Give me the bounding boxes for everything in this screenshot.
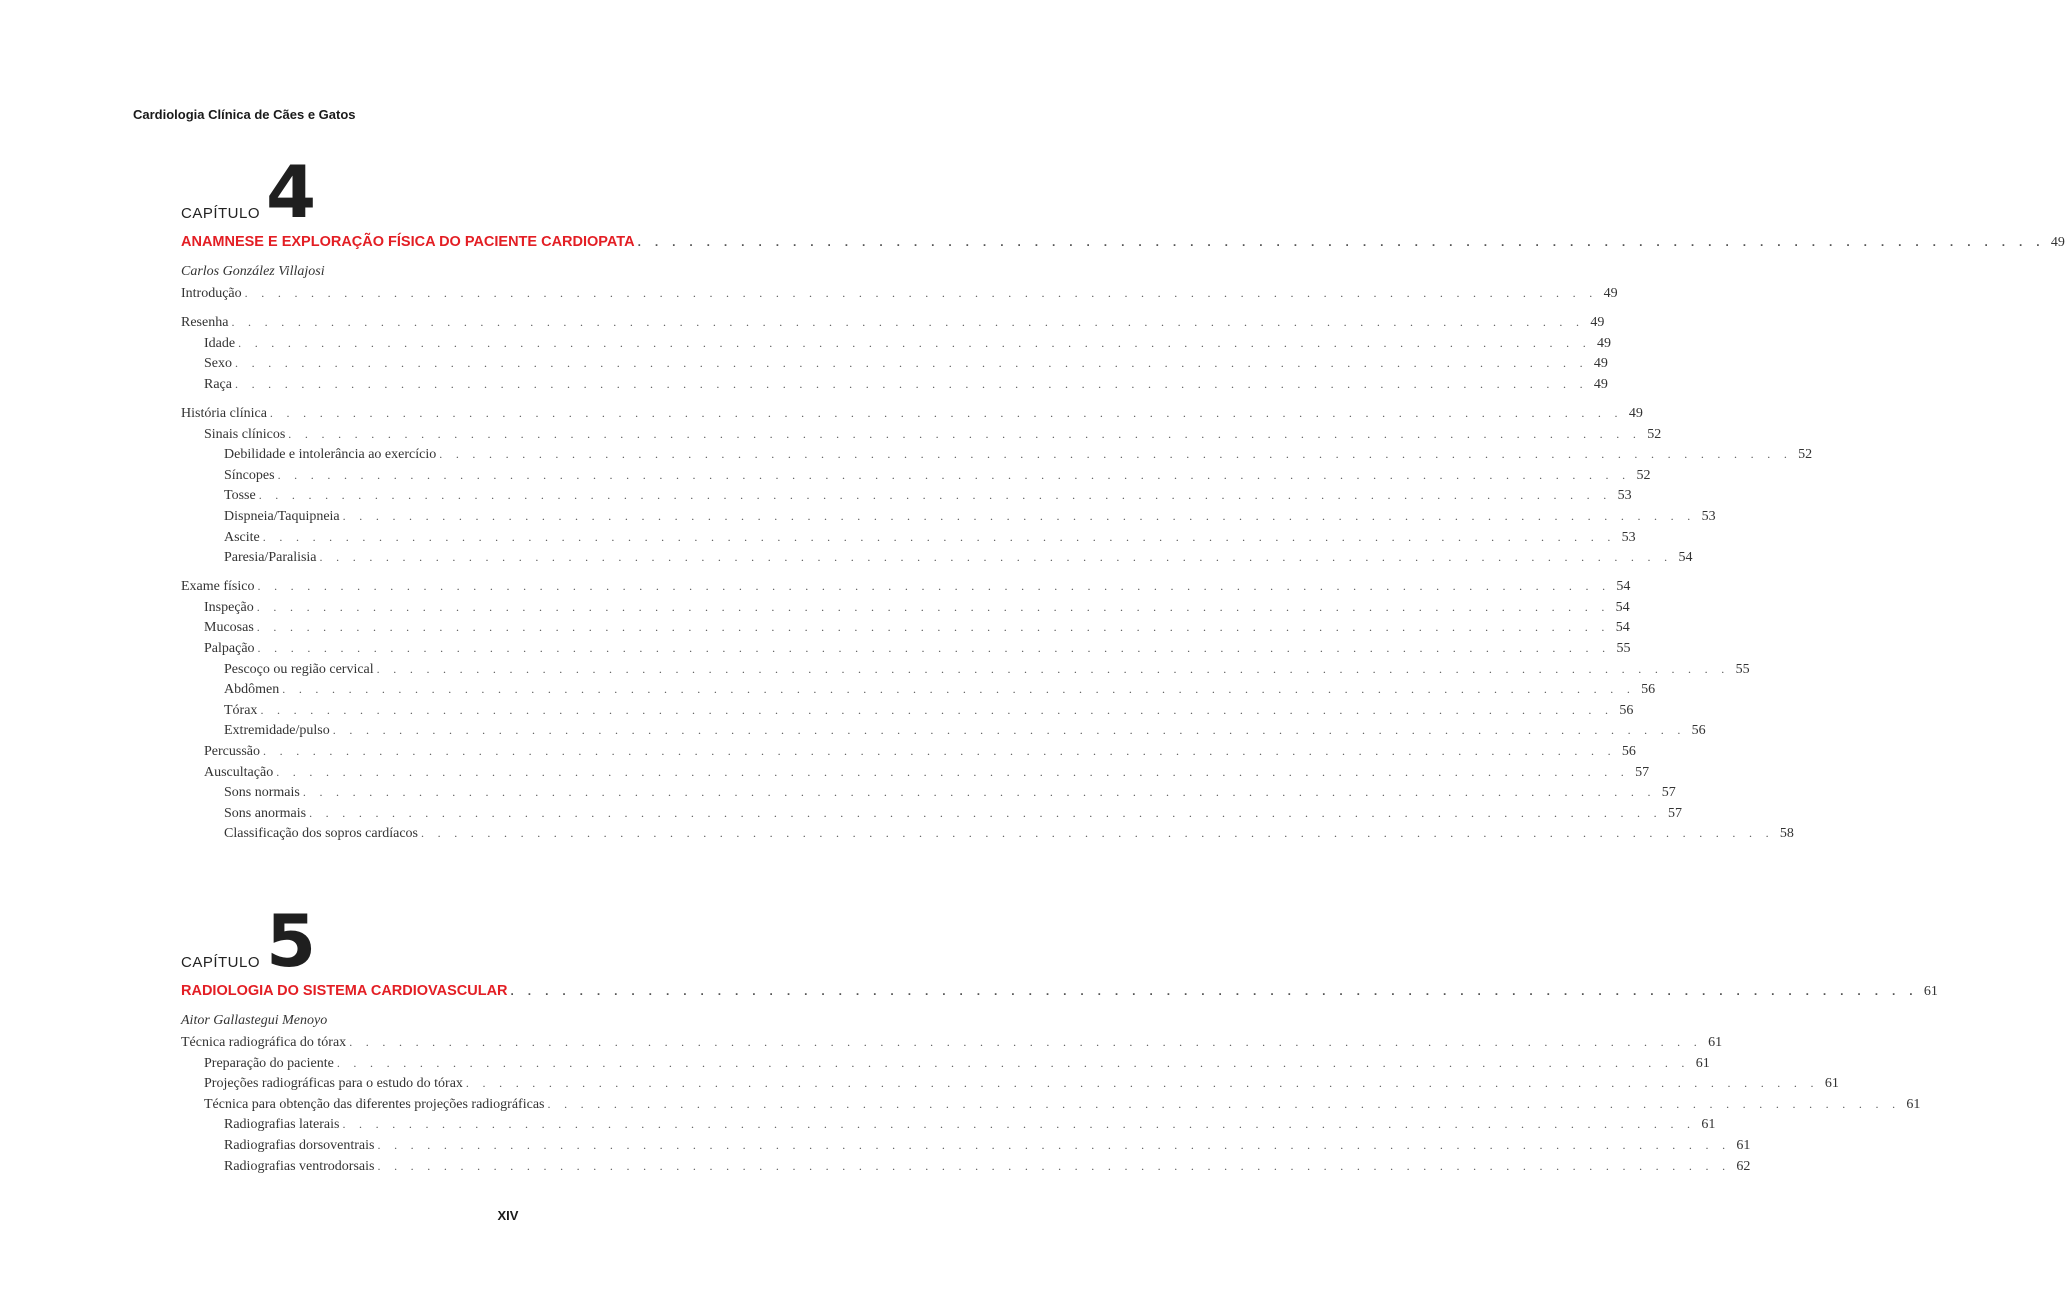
entry-label: Palpação (204, 641, 255, 656)
entry-label: Inspeção (204, 599, 254, 615)
chapter-heading (181, 899, 835, 983)
entry-label: Debilidade e intolerância ao exercício (224, 447, 437, 463)
toc-entry[interactable] (181, 682, 1656, 703)
page-number: 52 (1798, 447, 1813, 463)
page-number: 61 (1824, 1076, 1839, 1092)
toc-entry[interactable] (181, 467, 1651, 489)
entry-label: Preparação do paciente (204, 1055, 334, 1071)
entry-label: Síncopes (224, 467, 275, 483)
page-number: 49 (1597, 335, 1611, 351)
page-number: 55 (1735, 661, 1750, 677)
leader-dots: . . . . . . . . . . . . . . . . . . . . . . . . . . . . . . . . . . . . . . . . . . . . . . . . . . . . . . . . . . . . . . . . . . . . . . . . . . . . . . . . . . (319, 550, 1673, 565)
page-number: 53 (1701, 508, 1716, 524)
entry-label: Sons normais (224, 785, 300, 801)
leader-dots: . . . . . . . . . . . . . . . . . . . . . . . . . . . . . . . . . . . . . . . . . . . . . . . . . . . . . . . . . . . . . . . . . . . . . . . . . . . . . . . . . . (234, 376, 1588, 391)
entry-label: História clínica (181, 405, 267, 421)
entry-label: Pescoço ou região cervical (224, 661, 374, 677)
chapter-title: ANAMNESE E EXPLORAÇÃO FÍSICA DO PACIENTE CARDIOPATA (181, 234, 635, 250)
toc-entry[interactable] (181, 723, 1706, 744)
page-folio: XIV (497, 1208, 519, 1223)
leader-dots: . . . . . . . . . . . . . . . . . . . . . . . . . . . . . . . . . . . . . . . . . . . . . . . . . . . . . . . . . . . . . . . . . . . . . . . . . . . . . . . . . . (277, 467, 1631, 482)
toc-entry[interactable] (181, 826, 1794, 847)
page-number: 61 (1701, 1117, 1716, 1133)
entry-label: Resenha (181, 315, 229, 331)
page-number: 53 (1617, 488, 1632, 504)
entry-label: Tórax (224, 702, 258, 718)
entry-label: Ascite (224, 529, 260, 545)
leader-dots: . . . . . . . . . . . . . . . . . . . . . . . . . . . . . . . . . . . . . . . . . . . . . . . . . . . . . . . . . . . . . . . . . . . . . . . . . . . . . . . . . . (336, 1055, 1690, 1070)
leader-dots: . . . . . . . . . . . . . . . . . . . . . . . . . . . . . . . . . . . . . . . . . . . . . . . . . . . . . . . . . . . . . . . . . . . . . . . . . . . . . . . . . . (257, 579, 1611, 594)
toc-entry[interactable] (181, 1035, 1723, 1056)
page-number: 49 (2050, 235, 2065, 250)
entry-label: Sexo (204, 356, 232, 372)
leader-dots: . . . . . . . . . . . . . . . . . . . . . . . . . . . . . . . . . . . . . . . . . . . . . . . . . . . . . . . . . . . . . . . . . . . . . . . . . . . . . . . . . . (256, 620, 1610, 635)
leader-dots: . . . . . . . . . . . . . . . . . . . . . . . . . . . . . . . . . . . . . . . . . . . . . . . . . . . . . . . . . . . . . . . . . . . . . . . . . . . . . . . . . . (637, 235, 2045, 249)
page-number: 57 (1667, 805, 1682, 821)
chapter-label: CAPÍTULO (181, 205, 261, 222)
entry-label: Tosse (224, 488, 256, 504)
leader-dots: . . . . . . . . . . . . . . . . . . . . . . . . . . . . . . . . . . . . . . . . . . . . . . . . . . . . . . . . . . . . . . . . . . . . . . . . . . . . . . . . . . (235, 356, 1588, 371)
page-number: 56 (1641, 682, 1656, 698)
toc-entry[interactable] (181, 805, 1682, 827)
page-number: 49 (1593, 376, 1608, 392)
leader-dots: . . . . . . . . . . . . . . . . . . . . . . . . . . . . . . . . . . . . . . . . . . . . . . . . . . . . . . . . . . . . . . . . . . . . . . . . . . . . . . . . . . (439, 447, 1793, 462)
entry-label: Sons anormais (224, 805, 307, 821)
entry-label: Técnica para obtenção das diferentes projeções radiográficas (204, 1096, 545, 1112)
toc-entry[interactable] (181, 426, 1662, 448)
chapter-title-entry[interactable] (181, 234, 2065, 256)
leader-dots: . . . . . . . . . . . . . . . . . . . . . . . . . . . . . . . . . . . . . . . . . . . . . . . . . . . . . . . . . . . . . . . . . . . . . . . . . . . . . . . . . . (547, 1096, 1901, 1111)
leader-dots: . . . . . . . . . . . . . . . . . . . . . . . . . . . . . . . . . . . . . . . . . . . . . . . . . . . . . . . . . . . . . . . . . . . . . . . . . . . . . . . . . . (282, 682, 1636, 697)
chapter-heading (181, 150, 835, 234)
page-number: 58 (1779, 826, 1794, 842)
toc-entry[interactable] (181, 315, 1605, 336)
leader-dots: . . . . . . . . . . . . . . . . . . . . . . . . . . . . . . . . . . . . . . . . . . . . . . . . . . . . . . . . . . . . . . . . . . . . . . . . . . . . . . . . . . (376, 661, 1730, 676)
leader-dots: . . . . . . . . . . . . . . . . . . . . . . . . . . . . . . . . . . . . . . . . . . . . . . . . . . . . . . . . . . . . . . . . . . . . . . . . . . . . . . . . . . (269, 405, 1623, 420)
toc-entry[interactable] (181, 488, 1632, 509)
entry-label: Exame físico (181, 579, 255, 595)
toc-entry[interactable] (181, 508, 1716, 530)
leader-dots: . . . . . . . . . . . . . . . . . . . . . . . . . . . . . . . . . . . . . . . . . . . . . . . . . . . . . . . . . . . . . . . . . . . . . . . . . . . . . . . . . . (465, 1076, 1819, 1091)
leader-dots: . . . . . . . . . . . . . . . . . . . . . . . . . . . . . . . . . . . . . . . . . . . . . . . . . . . . . . . . . . . . . . . . . . . . . . . . . . . . . . . . . . (332, 723, 1686, 738)
page-number: 61 (1708, 1035, 1723, 1050)
toc-entry[interactable] (181, 1137, 1751, 1159)
entry-label: Classificação dos sopros cardíacos (224, 826, 418, 842)
entry-label: Sinais clínicos (204, 426, 286, 442)
toc-entry[interactable] (181, 1055, 1710, 1077)
chapter-number: 4 (266, 150, 315, 234)
running-head: Cardiologia Clínica de Cães e Gatos (133, 107, 356, 122)
page-number: 62 (1736, 1158, 1751, 1174)
entry-label: Introdução (181, 286, 242, 301)
entry-label: Radiografias dorsoventrais (224, 1137, 375, 1153)
chapter-number: 5 (266, 899, 315, 983)
leader-dots: . . . . . . . . . . . . . . . . . . . . . . . . . . . . . . . . . . . . . . . . . . . . . . . . . . . . . . . . . . . . . . . . . . . . . . . . . . . . . . . . . . (257, 641, 1611, 655)
chapter-title-entry[interactable] (181, 983, 1938, 1005)
leader-dots: . . . . . . . . . . . . . . . . . . . . . . . . . . . . . . . . . . . . . . . . . . . . . . . . . . . . . . . . . . . . . . . . . . . . . . . . . . . . . . . . . . (276, 764, 1630, 779)
entry-label: Técnica radiográfica do tórax (181, 1035, 347, 1050)
entry-label: Dispneia/Taquipneia (224, 508, 340, 524)
leader-dots: . . . . . . . . . . . . . . . . . . . . . . . . . . . . . . . . . . . . . . . . . . . . . . . . . . . . . . . . . . . . . . . . . . . . . . . . . . . . . . . . . . (256, 599, 1610, 614)
leader-dots: . . . . . . . . . . . . . . . . . . . . . . . . . . . . . . . . . . . . . . . . . . . . . . . . . . . . . . . . . . . . . . . . . . . . . . . . . . . . . . . . . . (302, 785, 1656, 800)
toc-entry[interactable] (181, 1096, 1921, 1118)
page-number: 61 (1695, 1055, 1710, 1071)
toc-entry[interactable] (181, 764, 1650, 786)
leader-dots: . . . . . . . . . . . . . . . . . . . . . . . . . . . . . . . . . . . . . . . . . . . . . . . . . . . . . . . . . . . . . . . . . . . . . . . . . . . . . . . . . . (260, 702, 1614, 717)
page-number: 57 (1661, 785, 1676, 801)
toc-entry[interactable] (181, 743, 1636, 765)
entry-label: Extremidade/pulso (224, 723, 330, 739)
toc-entry[interactable] (181, 286, 1618, 307)
page-number: 52 (1647, 426, 1662, 442)
entry-label: Radiografias laterais (224, 1117, 340, 1133)
entry-label: Idade (204, 335, 236, 351)
toc-entry[interactable] (181, 447, 1813, 468)
toc-entry[interactable] (181, 1158, 1751, 1180)
page-number: 49 (1603, 286, 1618, 301)
page-number: 54 (1615, 599, 1630, 615)
page-number: 52 (1636, 467, 1651, 483)
toc-entry[interactable] (181, 661, 1750, 683)
toc-entry[interactable] (181, 641, 1631, 662)
toc-entry[interactable] (181, 702, 1634, 724)
page-number: 56 (1621, 743, 1636, 759)
page-number: 61 (1736, 1137, 1751, 1153)
leader-dots: . . . . . . . . . . . . . . . . . . . . . . . . . . . . . . . . . . . . . . . . . . . . . . . . . . . . . . . . . . . . . . . . . . . . . . . . . . . . . . . . . . (377, 1158, 1731, 1173)
toc-entry[interactable] (181, 529, 1636, 551)
entry-label: Radiografias ventrodorsais (224, 1158, 375, 1174)
chapter-author: Aitor Gallastegui Menoyo (181, 1013, 328, 1028)
toc-entry[interactable] (181, 1117, 1716, 1138)
leader-dots: . . . . . . . . . . . . . . . . . . . . . . . . . . . . . . . . . . . . . . . . . . . . . . . . . . . . . . . . . . . . . . . . . . . . . . . . . . . . . . . . . . (238, 335, 1591, 350)
chapter-5 (181, 899, 1938, 1179)
leader-dots: . . . . . . . . . . . . . . . . . . . . . . . . . . . . . . . . . . . . . . . . . . . . . . . . . . . . . . . . . . . . . . . . . . . . . . . . . . . . . . . . . . (377, 1137, 1731, 1152)
toc-entry[interactable] (181, 599, 1630, 621)
chapter-label: CAPÍTULO (181, 954, 261, 971)
leader-dots: . . . . . . . . . . . . . . . . . . . . . . . . . . . . . . . . . . . . . . . . . . . . . . . . . . . . . . . . . . . . . . . . . . . . . . . . . . . . . . . . . . (510, 984, 1918, 998)
page-number: 49 (1590, 315, 1605, 331)
entry-label: Percussão (204, 743, 260, 759)
page-number: 54 (1678, 550, 1693, 566)
toc-entry[interactable] (181, 405, 1643, 427)
leader-dots: . . . . . . . . . . . . . . . . . . . . . . . . . . . . . . . . . . . . . . . . . . . . . . . . . . . . . . . . . . . . . . . . . . . . . . . . . . . . . . . . . . (262, 529, 1616, 544)
leader-dots: . . . . . . . . . . . . . . . . . . . . . . . . . . . . . . . . . . . . . . . . . . . . . . . . . . . . . . . . . . . . . . . . . . . . . . . . . . . . . . . . . . (342, 508, 1696, 523)
page-number: 55 (1616, 641, 1631, 656)
page-number: 54 (1616, 579, 1631, 595)
leader-dots: . . . . . . . . . . . . . . . . . . . . . . . . . . . . . . . . . . . . . . . . . . . . . . . . . . . . . . . . . . . . . . . . . . . . . . . . . . . . . . . . . . (231, 315, 1585, 330)
page-number: 56 (1691, 723, 1706, 739)
page-number: 49 (1628, 405, 1643, 421)
leader-dots: . . . . . . . . . . . . . . . . . . . . . . . . . . . . . . . . . . . . . . . . . . . . . . . . . . . . . . . . . . . . . . . . . . . . . . . . . . . . . . . . . . (309, 805, 1662, 820)
entry-label: Mucosas (204, 620, 254, 636)
entry-label: Raça (204, 376, 232, 392)
toc-entry[interactable] (181, 579, 1631, 600)
toc-entry[interactable] (181, 550, 1693, 571)
page-number: 61 (1923, 984, 1938, 999)
leader-dots: . . . . . . . . . . . . . . . . . . . . . . . . . . . . . . . . . . . . . . . . . . . . . . . . . . . . . . . . . . . . . . . . . . . . . . . . . . . . . . . . . . (349, 1035, 1703, 1049)
chapter-4 (181, 150, 2065, 847)
leader-dots: . . . . . . . . . . . . . . . . . . . . . . . . . . . . . . . . . . . . . . . . . . . . . . . . . . . . . . . . . . . . . . . . . . . . . . . . . . . . . . . . . . (342, 1117, 1696, 1132)
entry-label: Projeções radiográficas para o estudo do tórax (204, 1076, 463, 1092)
page-number: 49 (1593, 356, 1608, 372)
entry-label: Paresia/Paralisia (224, 550, 317, 566)
toc-entry[interactable] (181, 1076, 1839, 1097)
toc-entry[interactable] (181, 785, 1676, 806)
leader-dots: . . . . . . . . . . . . . . . . . . . . . . . . . . . . . . . . . . . . . . . . . . . . . . . . . . . . . . . . . . . . . . . . . . . . . . . . . . . . . . . . . . (288, 426, 1642, 441)
page-number: 54 (1615, 620, 1630, 636)
chapter-author: Carlos González Villajosi (181, 264, 325, 279)
page-number: 61 (1906, 1096, 1921, 1112)
toc-entry[interactable] (181, 335, 1611, 357)
leader-dots: . . . . . . . . . . . . . . . . . . . . . . . . . . . . . . . . . . . . . . . . . . . . . . . . . . . . . . . . . . . . . . . . . . . . . . . . . . . . . . . . . . (263, 743, 1616, 758)
entry-label: Abdômen (224, 682, 280, 698)
toc-entry[interactable] (181, 356, 1608, 377)
leader-dots: . . . . . . . . . . . . . . . . . . . . . . . . . . . . . . . . . . . . . . . . . . . . . . . . . . . . . . . . . . . . . . . . . . . . . . . . . . . . . . . . . . (421, 826, 1774, 841)
toc-entry[interactable] (181, 376, 1608, 398)
leader-dots: . . . . . . . . . . . . . . . . . . . . . . . . . . . . . . . . . . . . . . . . . . . . . . . . . . . . . . . . . . . . . . . . . . . . . . . . . . . . . . . . . . (244, 286, 1598, 300)
page-number: 53 (1621, 529, 1636, 545)
entry-label: Auscultação (204, 764, 274, 780)
page-number: 57 (1635, 764, 1650, 780)
toc-entry[interactable] (181, 620, 1630, 641)
leader-dots: . . . . . . . . . . . . . . . . . . . . . . . . . . . . . . . . . . . . . . . . . . . . . . . . . . . . . . . . . . . . . . . . . . . . . . . . . . . . . . . . . . (258, 488, 1612, 503)
page-number: 56 (1619, 702, 1634, 718)
chapter-title: RADIOLOGIA DO SISTEMA CARDIOVASCULAR (181, 983, 508, 999)
